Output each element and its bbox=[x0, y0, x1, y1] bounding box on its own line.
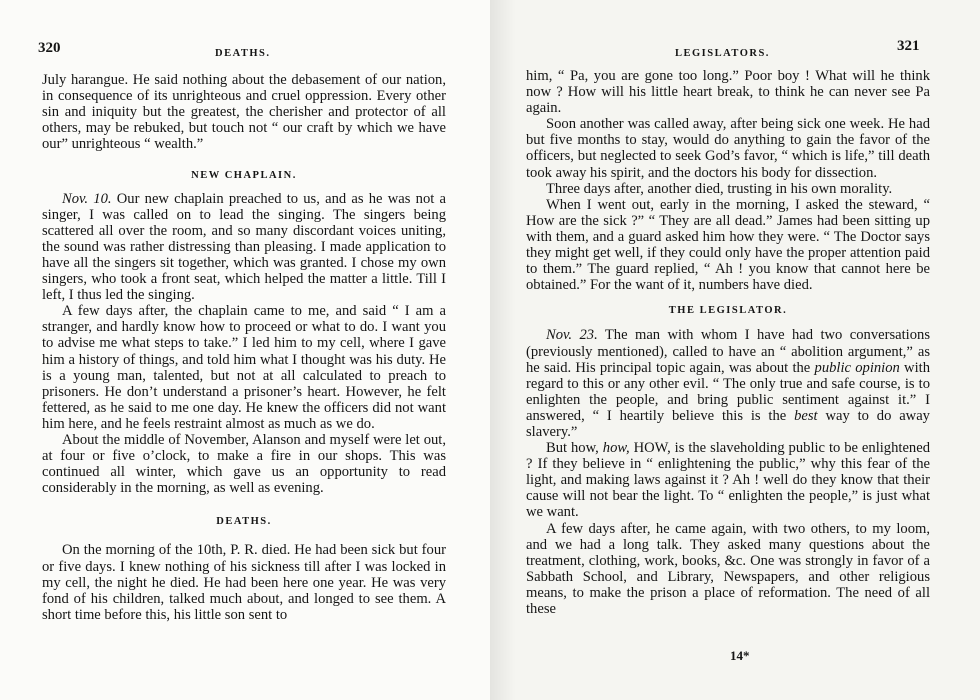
emphasis-best: best bbox=[794, 407, 818, 424]
paragraph-when-i-went: When I went out, early in the morning, I asked the steward, “ How are the sick ?” “ They are all dead.” James had been sitting up with them, and a guard asked him how they were. “ The Doctor says they might get well, if they could only have the proper attention paid to them.” The guard replied, “ Ah ! you know that cannot here be obtained.” For the want of it, numbers have died. bbox=[526, 196, 930, 294]
section-heading-new-chaplain: NEW CHAPLAIN. bbox=[191, 170, 297, 182]
right-text-column bbox=[526, 68, 930, 617]
deaths-paragraph-1: On the morning of the 10th, P. R. died. He had been sick but four or five days. I knew nothing of his sickness till after I was locked in my cell, the night he died. He had been here one year. He was very fond of his children, talked much about, and longed to see them. A short time before this, his little son sent to bbox=[42, 542, 446, 623]
entry-date: Nov. 23. bbox=[546, 327, 598, 344]
section-heading-legislator: THE LEGISLATOR. bbox=[668, 305, 788, 317]
paragraph-soon-another: Soon another was called away, after being sick one week. He had but five months to stay, would do anything to gain the favor of the officers, but neglected to seek God’s favor, “ which is life,” till death took away his spirit, and the doctors his body for dissection. bbox=[526, 116, 930, 181]
chaplain-paragraph-3: About the middle of November, Alanson and myself were let out, at four or five o’clock, to make a fire in our shops. This was continued all winter, which gave us an opportunity to read considerably in the morning, as well as evening. bbox=[42, 431, 446, 497]
signature-mark: 14* bbox=[730, 648, 750, 663]
chaplain-paragraph-2: A few days after, the chaplain came to me, and said “ I am a stranger, and hardly know how to proceed or what to do. I want you to advise me what steps to take.” I led him to my cell, where I gave him a history of things, and told him what I thought was his duty. He is a young man, talented, but not at all calculated to preach to prisoners. He don’t understand a prisoner’s heart. However, he felt fettered, as he said to me one day. He knew the officers did not want him here, and he feels restraint almost as much as we do. bbox=[42, 303, 446, 432]
legislator-paragraph-2: But how, how, HOW, is the slaveholding public to be enlightened ? If they believe in “ enlightening the public,” why this fear of the light, and making laws against it ? Ah ! well do they know that their cause will not bear the light. To “ enlighten the people,” is just what we want. bbox=[526, 440, 930, 521]
legislator-paragraph-3: A few days after, he came again, with two others, to my loom, and we had a long talk. They asked many questions about the treatment, clothing, work, books, &c. One was strongly in favor of a Sabbath School, and Library, Newspapers, and other religious means, to make the prison a place of reformation. The need of all these bbox=[526, 520, 930, 617]
page-number: 320 bbox=[38, 40, 61, 56]
chaplain-paragraph-1: Nov. 10. Our new chaplain preached to us, and as he was not a singer, I was called on to lead the singing. The singers being scattered all over the room, and so many discordant voices uniting, the sound was rather distressing than pleasing. I made application to have all the singers sit together, which was granted. I chose my own singers, who took a front seat, which helped the matter a little. Till I left, I thus led the singing. bbox=[42, 190, 446, 304]
emphasis-how: how, bbox=[602, 440, 630, 457]
paragraph-three-days: Three days after, another died, trusting in his own morality. bbox=[546, 180, 893, 197]
continuation-paragraph: him, “ Pa, you are gone too long.” Poor boy ! What will he think now ? How will his little heart break, to think he can never see Pa again. bbox=[526, 68, 930, 117]
running-head: DEATHS. bbox=[215, 48, 271, 59]
legislator-paragraph-1: Nov. 23. The man with whom I have had two conversations (previously mentioned), called to have an “ abolition argument,” as he said. His principal topic again, was about the public opinion with regard to this or any other evil. “ The only true and safe course, is to enlighten the people, and bring public sentiment against it.” I answered, “ I heartily believe this is the best way to do away slavery.” bbox=[526, 327, 931, 440]
emphasis-public-opinion: public opinion bbox=[814, 359, 900, 376]
right-page bbox=[490, 0, 980, 700]
page-number: 321 bbox=[897, 38, 920, 54]
opening-paragraph: July harangue. He said nothing about the debasement of our nation, in consequence of its unrighteous and cruel oppression. Every other sin and iniquity but the greatest, the cherisher and protector of all others, may be rebuked, but touch not “ our craft by which we have our” unrighteous “ wealth.” bbox=[42, 72, 446, 153]
entry-date: Nov. 10. bbox=[62, 190, 112, 207]
running-head: LEGISLATORS. bbox=[675, 48, 770, 59]
left-text-column bbox=[42, 72, 446, 623]
section-heading-deaths: DEATHS. bbox=[216, 516, 272, 528]
